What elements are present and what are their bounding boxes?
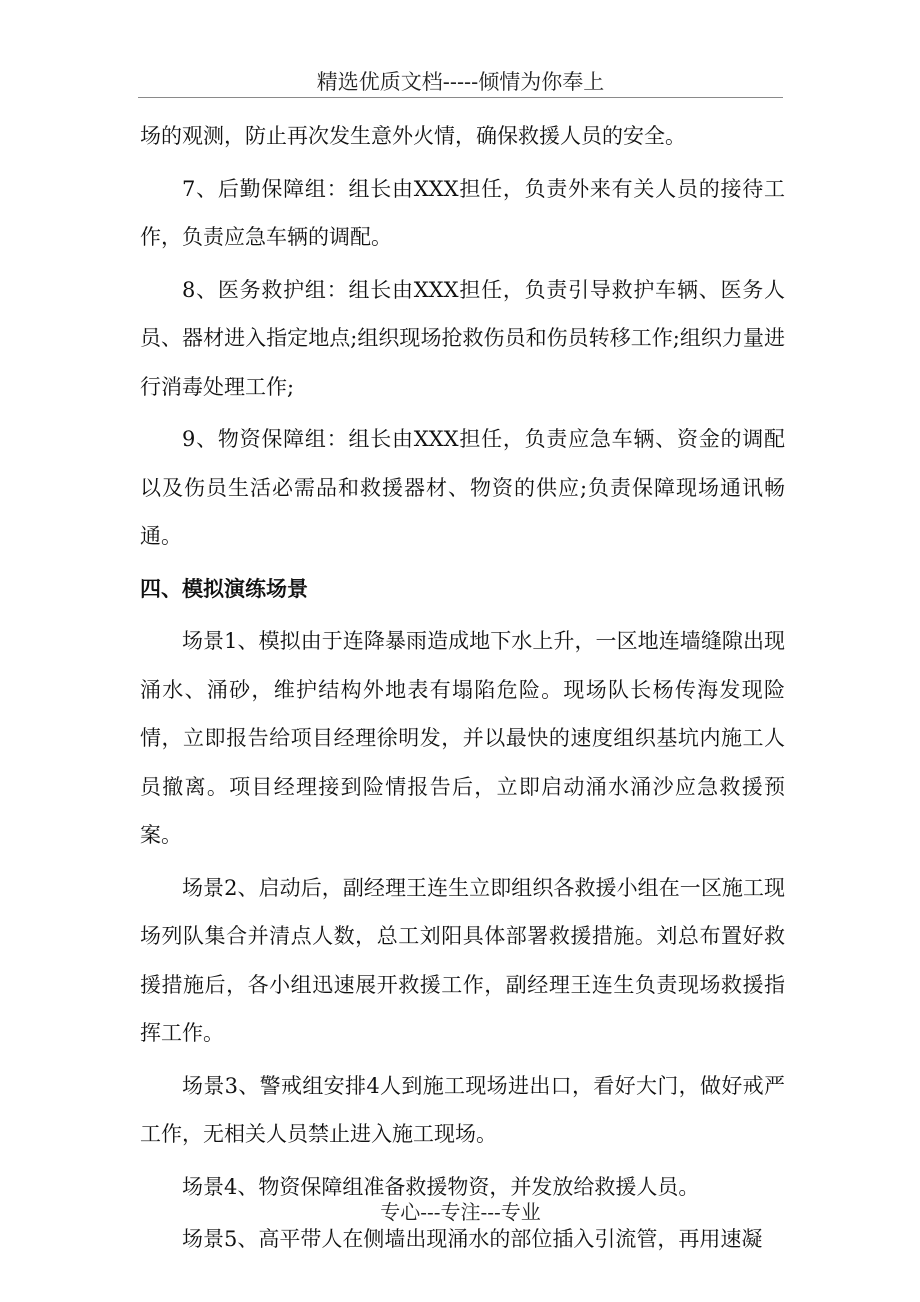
paragraph-supplies-group: 9、物资保障组：组长由XXX担任，负责应急车辆、资金的调配以及伤员生活必需品和救援器材、物资的供应;负责保障现场通讯畅通。 — [140, 427, 785, 548]
paragraph-scene-1: 场景1、模拟由于连降暴雨造成地下水上升，一区地连墙缝隙出现涌水、涌砂，维护结构外地表有塌陷危险。现场队长杨传海发现险情，立即报告给项目经理徐明发，并以最快的速度组织基坑内施工人员撤离。项目经理接到险情报告后，立即启动涌水涌沙应急救援预案。 — [140, 629, 785, 847]
page-header: 精选优质文档-----倾情为你奉上 — [316, 70, 605, 94]
paragraph-scene-4: 场景4、物资保障组准备救援物资，并发放给救援人员。 — [182, 1174, 700, 1199]
paragraph-continuation: 场的观测，防止再次发生意外火情，确保救援人员的安全。 — [140, 124, 686, 148]
paragraph-logistics-group: 7、后勤保障组：组长由XXX担任，负责外来有关人员的接待工作，负责应急车辆的调配。 — [140, 176, 785, 249]
page-footer: 专心---专注---专业 — [380, 1200, 541, 1224]
section-heading: 四、模拟演练场景 — [140, 576, 308, 601]
header-divider — [138, 97, 783, 98]
document-body — [140, 112, 785, 1264]
paragraph-scene-5: 场景5、高平带人在侧墙出现涌水的部位插入引流管，再用速凝 — [182, 1227, 763, 1251]
paragraph-scene-2: 场景2、启动后，副经理王连生立即组织各救援小组在一区施工现场列队集合并清点人数，总工刘阳具体部署救援措施。刘总布置好救援措施后，各小组迅速展开救援工作，副经理王连生负责现场救援指挥工作。 — [140, 875, 785, 1045]
paragraph-scene-3: 场景3、警戒组安排4人到施工现场进出口，看好大门，做好戒严工作，无相关人员禁止进入施工现场。 — [140, 1073, 785, 1146]
paragraph-medical-group: 8、医务救护组：组长由XXX担任，负责引导救护车辆、医务人员、器材进入指定地点;组织现场抢救伤员和伤员转移工作;组织力量进行消毒处理工作; — [140, 277, 785, 399]
